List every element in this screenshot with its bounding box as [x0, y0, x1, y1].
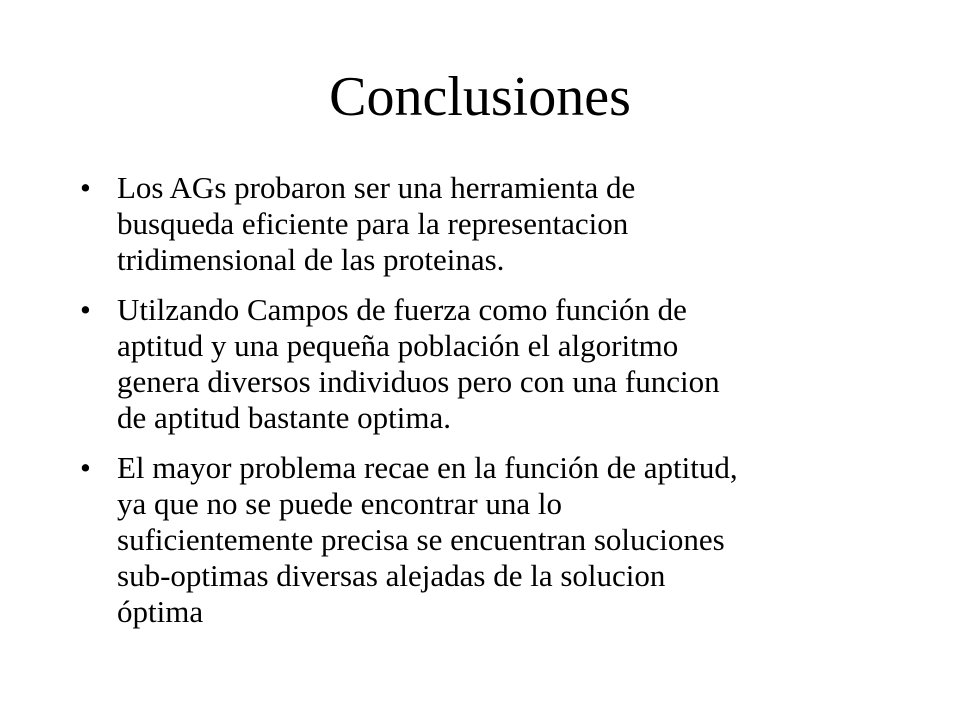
bullet-marker: •	[80, 292, 91, 327]
bullet-text-3: El mayor problema recae en la función de aptitud, ya que no se puede encontrar una lo suficientemente precisa se encuentran soluciones sub-optimas diversas alejadas de la solucion óptima	[117, 450, 738, 629]
bullet-item-2	[80, 292, 890, 436]
bullet-marker: •	[80, 170, 91, 205]
bullet-text-2: Utilzando Campos de fuerza como función de aptitud y una pequeña población el algoritmo genera diversos individuos pero con una funcion de aptitud bastante optima.	[117, 292, 720, 435]
bullet-list	[80, 170, 890, 644]
bullet-item-1	[80, 170, 890, 278]
bullet-marker: •	[80, 450, 91, 485]
bullet-text-1: Los AGs probaron ser una herramienta de busqueda eficiente para la representacion tridimensional de las proteinas.	[117, 170, 636, 277]
slide-title: Conclusiones	[329, 66, 631, 128]
bullet-item-3	[80, 450, 890, 630]
